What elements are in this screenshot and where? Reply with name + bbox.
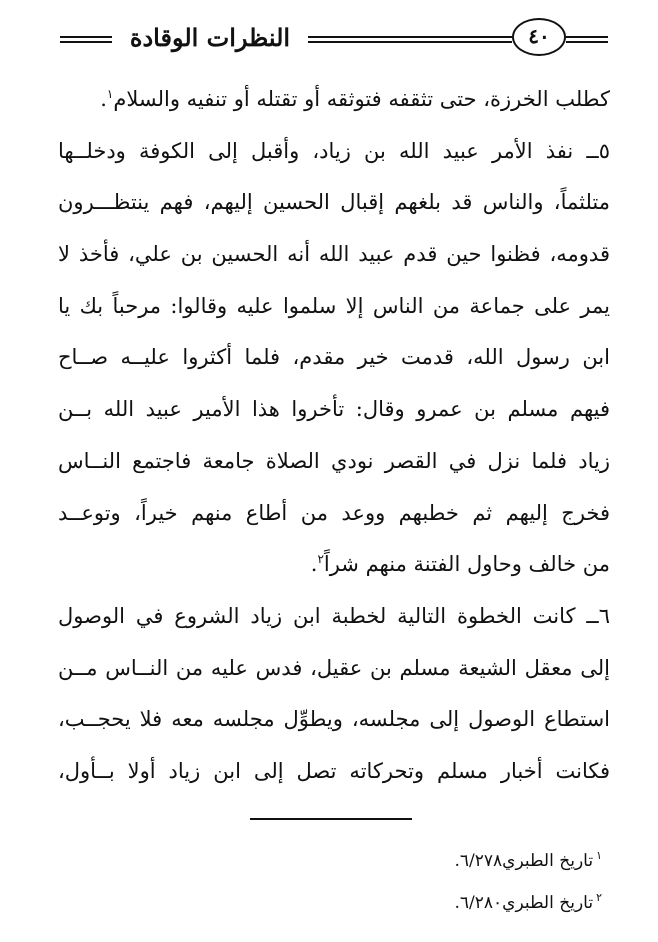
- text-line: يمر على جماعة من الناس إلا سلموا عليه وقالوا: مرحباً بك يا: [58, 293, 610, 318]
- running-title: النظرات الوقادة: [129, 23, 291, 52]
- text-line: فيهم مسلم بن عمرو وقال: تأخروا هذا الأمير عبيد الله بــن: [58, 397, 610, 422]
- footnotes: [350, 840, 602, 924]
- footnote-ref: ١: [106, 87, 114, 101]
- header-rule-right: [566, 35, 608, 45]
- text-line: من خالف وحاول الفتنة منهم شراً$^٢$.: [310, 552, 610, 577]
- footnote: [350, 882, 602, 924]
- footnote: [350, 840, 602, 882]
- text-line: ٦ــ كانت الخطوة التالية لخطبة ابن زياد الشروع في الوصول: [58, 603, 610, 628]
- text-line: ٥ــ نفذ الأمر عبيد الله بن زياد، وأقبل إلى الكوفة ودخلــها: [58, 138, 610, 163]
- text-line: زياد فلما نزل في القصر نودي الصلاة جامعة فاجتمع النــاس: [58, 448, 610, 473]
- text-line: متلثماً، والناس قد بلغهم إقبال الحسين إليهم، فهم ينتظـــرون: [58, 190, 610, 215]
- footnote-text: تاريخ الطبري٦/٢٨٠.: [454, 893, 594, 913]
- page-number: ٤٠: [512, 18, 566, 56]
- main-text: [58, 74, 610, 798]
- footnote-mark: ١: [596, 849, 602, 863]
- text-line: قدومه، فظنوا حين قدم عبيد الله أنه الحسين بن علي، فأخذ لا: [58, 242, 610, 267]
- text-line: استطاع الوصول إلى مجلسه، ويطوِّل مجلسه معه فلا يحجــب،: [58, 707, 610, 732]
- text-line: ابن رسول الله، قدمت خير مقدم، فلما أكثروا عليــه صــاح: [58, 345, 610, 370]
- text-line: كطلب الخرزة، حتى تثقفه فتوثقه أو تقتله أو تنفيه والسلام$^١$.: [100, 87, 610, 111]
- text-line: فخرج إليهم ثم خطبهم ووعد من أطاع منهم خيراً، وتوعــد: [58, 500, 610, 525]
- text-line: فكانت أخبار مسلم وتحركاته تصل إلى ابن زياد أولا بــأول،: [58, 758, 610, 783]
- footnote-ref: ٢: [317, 552, 324, 567]
- footnote-separator: [250, 818, 412, 820]
- footnote-text: تاريخ الطبري٦/٢٧٨.: [454, 851, 594, 871]
- header-rule-left: [60, 35, 112, 45]
- footnote-mark: ٢: [596, 891, 602, 905]
- header-rule-middle: [308, 35, 512, 45]
- text-line: إلى معقل الشيعة مسلم بن عقيل، فدس عليه من النــاس مــن: [58, 655, 610, 680]
